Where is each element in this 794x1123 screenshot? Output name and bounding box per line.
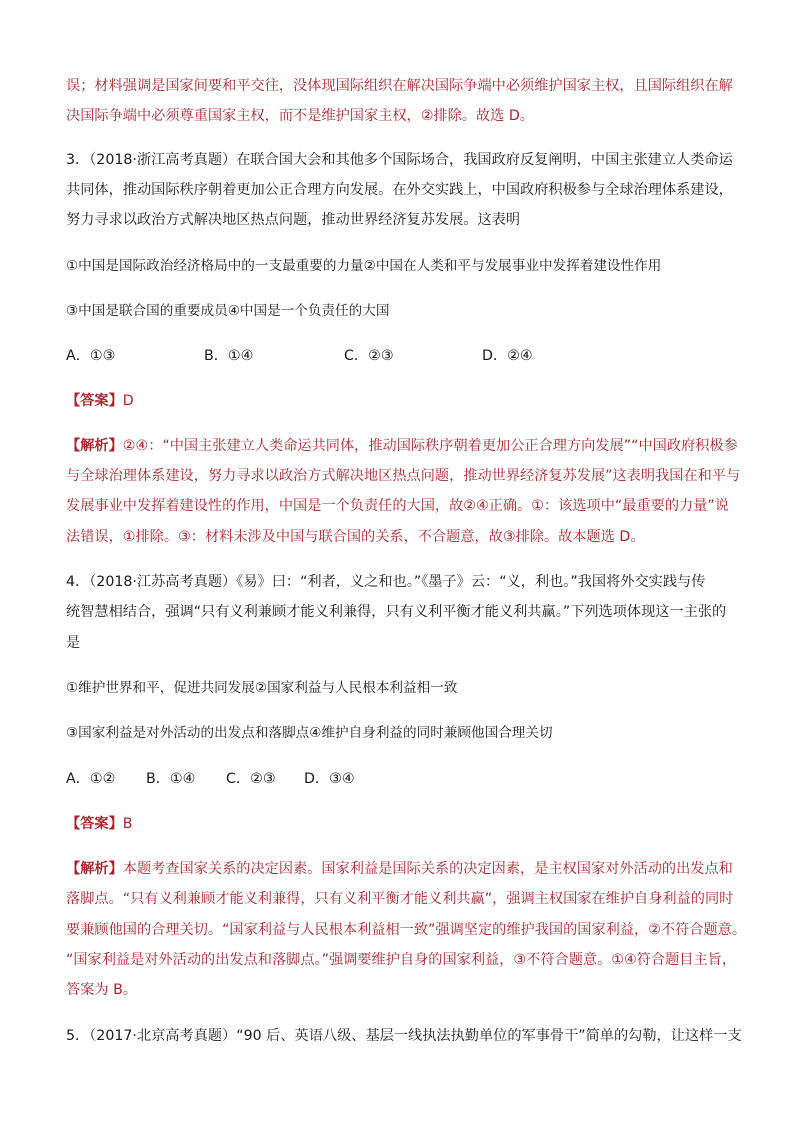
q4-analysis-line-1 [66,859,733,879]
q3-option-b: B．①④ [204,348,254,364]
q4-statements-line-2: ③国家利益是对外活动的出发点和落脚点④维护自身利益的同时兼顾他国合理关切 [66,725,553,741]
q3-statements-line-2: ③中国是联合国的重要成员④中国是一个负责任的大国 [66,303,390,319]
q4-statements-line-1: ①维护世界和平，促进共同发展②国家利益与人民根本利益相一致 [66,680,458,696]
q4-analysis-tag: 【解析】 [66,861,123,877]
q4-option-d: D．③④ [304,771,355,787]
q4-stem-line-3: 是 [66,635,81,651]
q4-option-a: A．①② [66,771,116,787]
q4-option-b: B．①④ [146,771,196,787]
q4-analysis-line-3: 要兼顾他国的合理关切。“国家利益与人民根本利益相一致”强调坚定的维护我国的国家利益，②不符合题意。 [66,922,747,938]
q4-stem-line-1: 4．（2018·江苏高考真题）《易》曰：“利者，义之和也。”《墨子》云：“义，利也。”我国将外交实践与传 [66,574,706,590]
q3-analysis-text-1: ②④：“中国主张建立人类命运共同体，推动国际秩序朝着更加公正合理方向发展”“中国政府积极参 [122,438,738,454]
q4-analysis-line-5: 答案为 B。 [66,982,137,998]
q4-analysis-line-2: 落脚点。“只有义利兼顾才能义利兼得，只有义利平衡才能义利共赢”，强调主权国家在维护自身利益的同时 [66,891,734,907]
q3-stem-line-1: 3．（2018·浙江高考真题）在联合国大会和其他多个国际场合，我国政府反复阐明，中国主张建立人类命运 [66,152,733,168]
q3-option-c: C．②③ [344,348,394,364]
q3-analysis-line-3: 发展事业中发挥着建设性的作用，中国是一个负责任的大国，故②④正确。①：该选项中“最重要的力量”说 [66,498,729,514]
q3-answer [66,391,134,411]
q4-answer [66,814,133,834]
prev-explanation-line-2: 决国际争端中必须尊重国家主权，而不是维护国家主权，②排除。故选 D。 [66,108,534,124]
q3-analysis-line-4: 法错误，①排除。③：材料未涉及中国与联合国的关系，不合题意，故③排除。故本题选 D。 [66,529,645,545]
q3-analysis-line-1 [66,436,738,456]
q4-analysis-line-4: “国家利益是对外活动的出发点和落脚点。”强调要维护自身的国家利益，③不符合题意。①④符合题目主旨， [66,952,737,968]
q3-analysis-line-2: 与全球治理体系建设，努力寻求以政治方式解决地区热点问题，推动世界经济复苏发展”这表明我国在和平与 [66,468,741,484]
q3-answer-tag: 【答案】 [66,393,123,409]
prev-explanation-line-1: 误；材料强调是国家间要和平交往，没体现国际组织在解决国际争端中必须维护国家主权，且国际组织在解 [66,78,733,94]
q3-answer-value: D [122,393,134,409]
q4-answer-value: B [122,816,133,832]
q3-stem-line-2: 共同体，推动国际秩序朝着更加公正合理方向发展。在外交实践上，中国政府积极参与全球治理体系建设， [66,182,733,198]
q3-option-a: A．①③ [66,348,116,364]
q4-option-c: C．②③ [226,771,276,787]
q3-option-d: D．②④ [482,348,533,364]
q4-stem-line-2: 统智慧相结合，强调“只有义利兼顾才能义利兼得，只有义利平衡才能义利共赢。”下列选项体现这一主张的 [66,604,727,620]
q3-statements-line-1: ①中国是国际政治经济格局中的一支最重要的力量②中国在人类和平与发展事业中发挥着建设性作用 [66,258,662,274]
q4-answer-tag: 【答案】 [66,816,123,832]
q3-stem-line-3: 努力寻求以政治方式解决地区热点问题，推动世界经济复苏发展。这表明 [66,212,521,228]
q4-analysis-text-1: 本题考查国家关系的决定因素。国家利益是国际关系的决定因素，是主权国家对外活动的出发点和 [122,861,733,877]
q3-analysis-tag: 【解析】 [66,438,123,454]
q5-stem-line-1: 5．（2017·北京高考真题）“90 后、英语八级、基层一线执法执勤单位的军事骨干”简单的勾勒，让这样一支 [66,1028,742,1044]
